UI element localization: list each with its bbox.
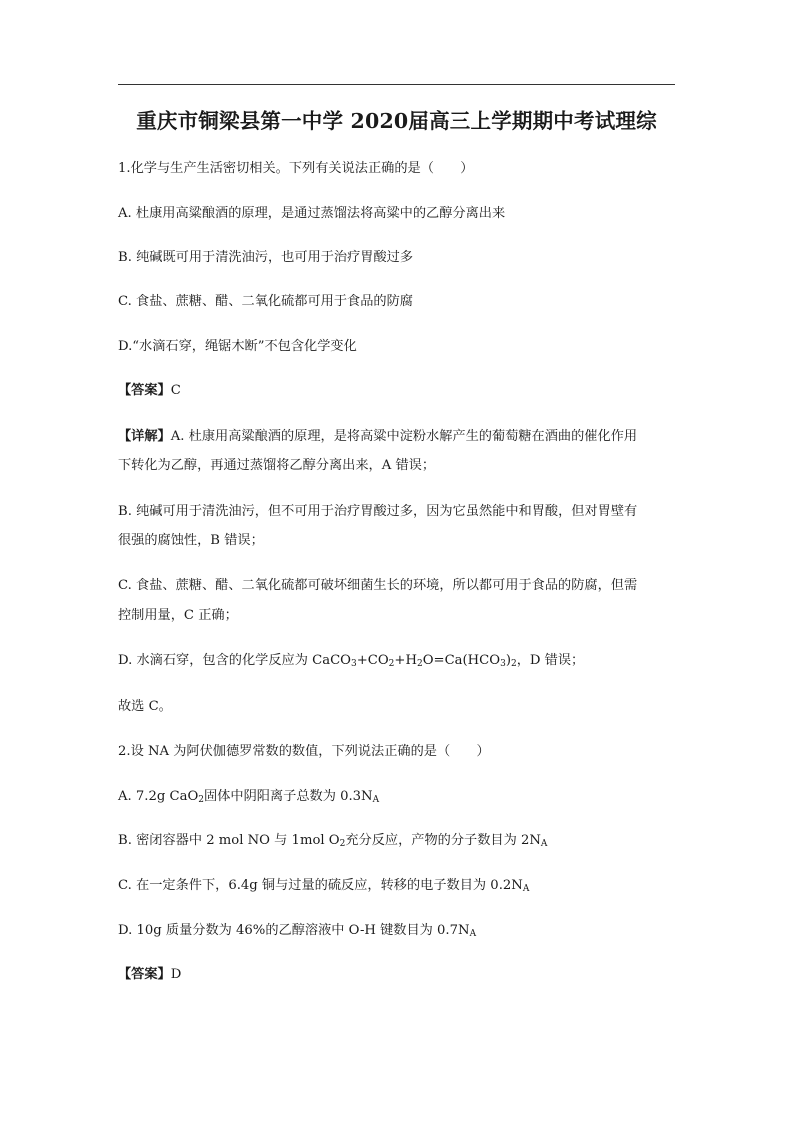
q1-option-d: D.“水滴石穿，绳锯木断”不包含化学变化 [118, 339, 357, 354]
q2-option-c [118, 877, 529, 895]
option-text: 固体中阴阳离子总数为 0.3N [204, 789, 373, 804]
subscript: 2 [416, 659, 423, 669]
subscript: A [469, 929, 477, 939]
subscript: 3 [350, 659, 357, 669]
q1-detail-d [118, 652, 584, 670]
q1-detail-c-line2: 控制用量，C 正确； [118, 608, 238, 623]
q1-option-c: C. 食盐、蔗糖、醋、二氧化硫都可用于食品的防腐 [118, 294, 413, 309]
q1-conclusion: 故选 C。 [118, 699, 172, 714]
header-rule [118, 84, 675, 85]
q1-answer [118, 382, 181, 400]
answer-value: D [170, 967, 182, 982]
answer-label: 【答案】 [118, 383, 171, 398]
q1-option-b: B. 纯碱既可用于清洗油污，也可用于治疗胃酸过多 [118, 250, 414, 265]
option-text: B. 密闭容器中 2 mol NO 与 1mol O [118, 833, 340, 848]
formula-text: +H [394, 653, 417, 668]
q2-answer [118, 966, 181, 984]
subscript: A [372, 795, 380, 805]
q1-option-a: A. 杜康用高粱酿酒的原理，是通过蒸馏法将高粱中的乙醇分离出来 [118, 206, 506, 221]
answer-value: C [170, 383, 181, 398]
subscript: 2 [339, 839, 346, 849]
q2-option-d [118, 922, 476, 940]
q1-detail-a-line1 [118, 428, 637, 446]
q2-option-b [118, 832, 547, 850]
subscript: 3 [500, 659, 506, 669]
page-title: 重庆市铜梁县第一中学 2020届高三上学期期中考试理综 [136, 109, 657, 133]
answer-label: 【答案】 [118, 967, 171, 982]
subscript: 2 [198, 795, 205, 805]
formula-text: ，D 错误； [516, 653, 585, 668]
q1-detail-b-line2: 很强的腐蚀性，B 错误； [118, 533, 264, 548]
detail-label: 【详解】 [118, 429, 171, 444]
option-text: D. 10g 质量分数为 46%的乙醇溶液中 O-H 键数目为 0.7N [118, 923, 470, 938]
subscript: A [522, 884, 530, 894]
option-text: A. 7.2g CaO [118, 789, 199, 804]
q1-stem: 1.化学与生产生活密切相关。下列有关说法正确的是（ ） [118, 161, 474, 176]
q1-detail-c-line1: C. 食盐、蔗糖、醋、二氧化硫都可破坏细菌生长的环境，所以都可用于食品的防腐，但需 [118, 578, 638, 593]
formula-text: +CO [356, 653, 389, 668]
q2-stem: 2.设 NA 为阿伏伽德罗常数的数值，下列说法正确的是（ ） [118, 744, 490, 759]
subscript: 2 [388, 659, 395, 669]
subscript: 2 [510, 659, 517, 669]
option-text: 充分反应，产物的分子数目为 2N [345, 833, 541, 848]
option-text: C. 在一定条件下，6.4g 铜与过量的硫反应，转移的电子数目为 0.2N [118, 878, 523, 893]
q1-detail-a-line2: 下转化为乙醇，再通过蒸馏将乙醇分离出来，A 错误； [118, 458, 436, 473]
q2-option-a [118, 788, 379, 806]
detail-text: A. 杜康用高粱酿酒的原理，是将高粱中淀粉水解产生的葡萄糖在酒曲的催化作用 [170, 429, 638, 444]
formula-text: D. 水滴石穿，包含的化学反应为 CaCO [118, 653, 351, 668]
formula-text: O=Ca(HCO [422, 653, 501, 668]
formula-text: ) [505, 653, 511, 668]
subscript: A [540, 839, 548, 849]
q1-detail-b-line1: B. 纯碱可用于清洗油污，但不可用于治疗胃酸过多，因为它虽然能中和胃酸，但对胃壁有 [118, 504, 638, 519]
